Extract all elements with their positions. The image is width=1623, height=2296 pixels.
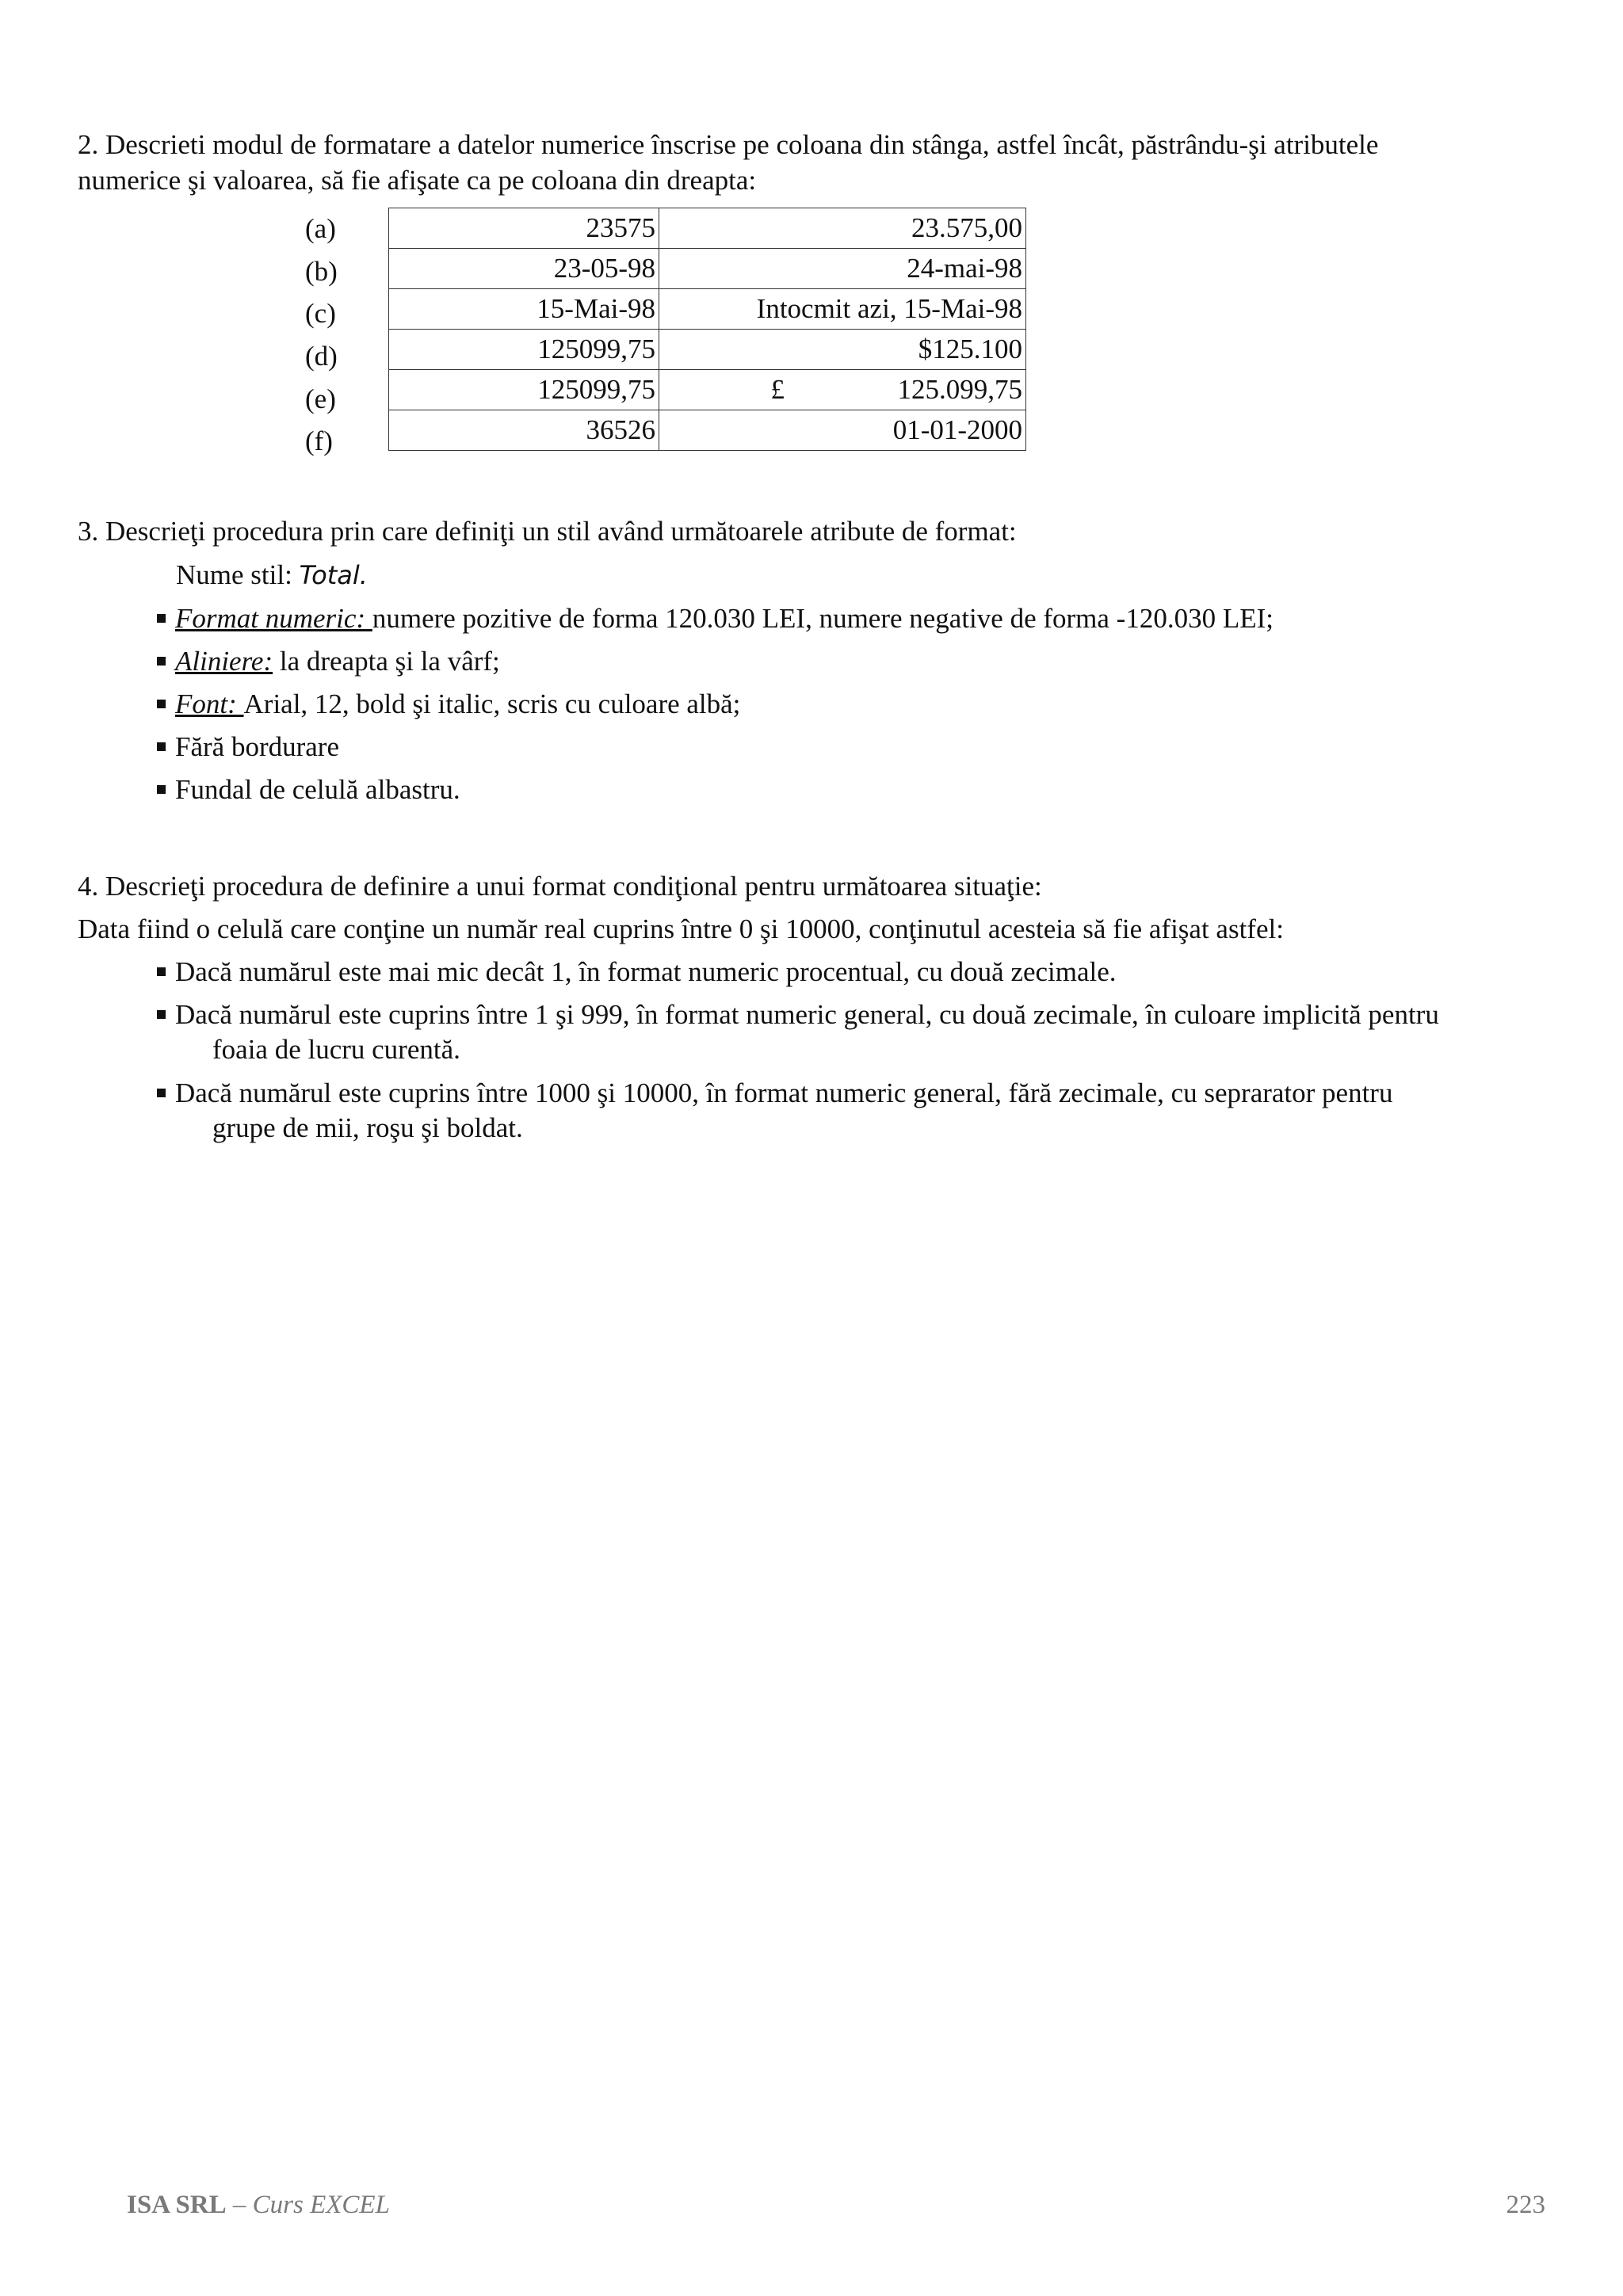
cell-original: 125099,75 — [389, 370, 659, 410]
q3-style-name — [176, 557, 368, 593]
page-number: 223 — [1506, 2191, 1545, 2219]
q4-line-2: Data fiind o celulă care conţine un număr real cuprins între 0 şi 10000, conţinutul acesteia să fie afişat astfel: — [78, 913, 1284, 944]
bullet-text: Fundal de celulă albastru. — [175, 774, 460, 805]
q3-bullet — [157, 772, 460, 808]
row-label: (a) — [305, 213, 336, 244]
q4-bullet — [157, 1075, 1392, 1112]
bullet-text: numere pozitive de forma 120.030 LEI, numere negative de forma -120.030 LEI; — [372, 603, 1274, 634]
q4-bullet — [157, 997, 1439, 1033]
bullet-text: Dacă numărul este mai mic decât 1, în format numeric procentual, cu două zecimale. — [175, 956, 1117, 987]
q2-line-1: 2. Descrieti modul de formatare a datelor numerice înscrise pe coloana din stânga, astfel încât, păstrându-şi atributele — [78, 129, 1379, 160]
style-name-value: Total. — [299, 560, 368, 590]
bullet-square-icon — [157, 785, 166, 794]
cell-formatted: Intocmit azi, 15-Mai-98 — [659, 289, 1026, 330]
bullet-text: Dacă numărul este cuprins între 1 şi 999, în format numeric general, cu două zecimale, în culoare implicită pentru — [175, 999, 1439, 1030]
q3-bullet — [157, 729, 339, 765]
format-table — [388, 208, 1026, 451]
cell-formatted: $125.100 — [659, 330, 1026, 370]
footer-course: Curs EXCEL — [252, 2191, 390, 2219]
cell-original: 125099,75 — [389, 330, 659, 370]
bullet-text: Fără bordurare — [175, 731, 339, 762]
bullet-square-icon — [157, 614, 166, 623]
footer-separator: – — [226, 2191, 253, 2219]
table-row — [389, 289, 1026, 330]
table-row — [389, 249, 1026, 289]
q4-bullet-continuation: grupe de mii, roşu şi boldat. — [212, 1112, 523, 1143]
bullet-text: la dreapta şi la vârf; — [273, 646, 500, 677]
pound-symbol: £ — [770, 374, 785, 405]
table-row — [389, 370, 1026, 410]
cell-original: 23-05-98 — [389, 249, 659, 289]
q4-intro: 4. Descrieţi procedura de definire a unui format condiţional pentru următoarea situaţie: — [78, 871, 1042, 902]
bullet-square-icon — [157, 657, 166, 666]
bullet-square-icon — [157, 1010, 166, 1019]
q3-bullet — [157, 601, 1274, 637]
cell-formatted: 24-mai-98 — [659, 249, 1026, 289]
cell-original: 15-Mai-98 — [389, 289, 659, 330]
row-labels — [305, 208, 338, 463]
q4-bullet-continuation: foaia de lucru curentă. — [212, 1034, 460, 1065]
bullet-key: Aliniere: — [175, 646, 273, 677]
footer-left — [127, 2188, 390, 2222]
cell-formatted-value: 125.099,75 — [897, 374, 1022, 405]
bullet-text: Dacă numărul este cuprins între 1000 şi 10000, în format numeric general, fără zecimale, cu seprarator pentru — [175, 1077, 1393, 1108]
bullet-key: Font: — [175, 688, 244, 719]
style-name-label: Nume stil: — [176, 559, 300, 590]
footer-company: ISA SRL — [127, 2191, 227, 2219]
q4-bullet — [157, 954, 1117, 990]
row-label: (c) — [305, 298, 336, 330]
bullet-key: Format numeric: — [175, 603, 372, 634]
cell-formatted: 01-01-2000 — [659, 410, 1026, 451]
row-label: (d) — [305, 341, 338, 372]
cell-formatted — [659, 370, 1026, 410]
cell-original: 23575 — [389, 208, 659, 249]
cell-formatted: 23.575,00 — [659, 208, 1026, 249]
bullet-text: Arial, 12, bold şi italic, scris cu culoare albă; — [243, 688, 741, 719]
q3-bullet — [157, 686, 740, 723]
bullet-square-icon — [157, 967, 166, 976]
bullet-square-icon — [157, 742, 166, 751]
row-label: (e) — [305, 383, 336, 414]
q3-bullet — [157, 643, 500, 680]
row-label: (b) — [305, 255, 338, 287]
q2-line-2: numerice şi valoarea, să fie afişate ca pe coloana din dreapta: — [78, 165, 757, 196]
bullet-square-icon — [157, 700, 166, 708]
table-row — [389, 208, 1026, 249]
bullet-square-icon — [157, 1089, 166, 1097]
q3-intro: 3. Descrieţi procedura prin care definiţi un stil având următoarele atribute de format: — [78, 516, 1017, 547]
cell-original: 36526 — [389, 410, 659, 451]
table-row — [389, 330, 1026, 370]
row-label: (f) — [305, 425, 333, 457]
table-row — [389, 410, 1026, 451]
